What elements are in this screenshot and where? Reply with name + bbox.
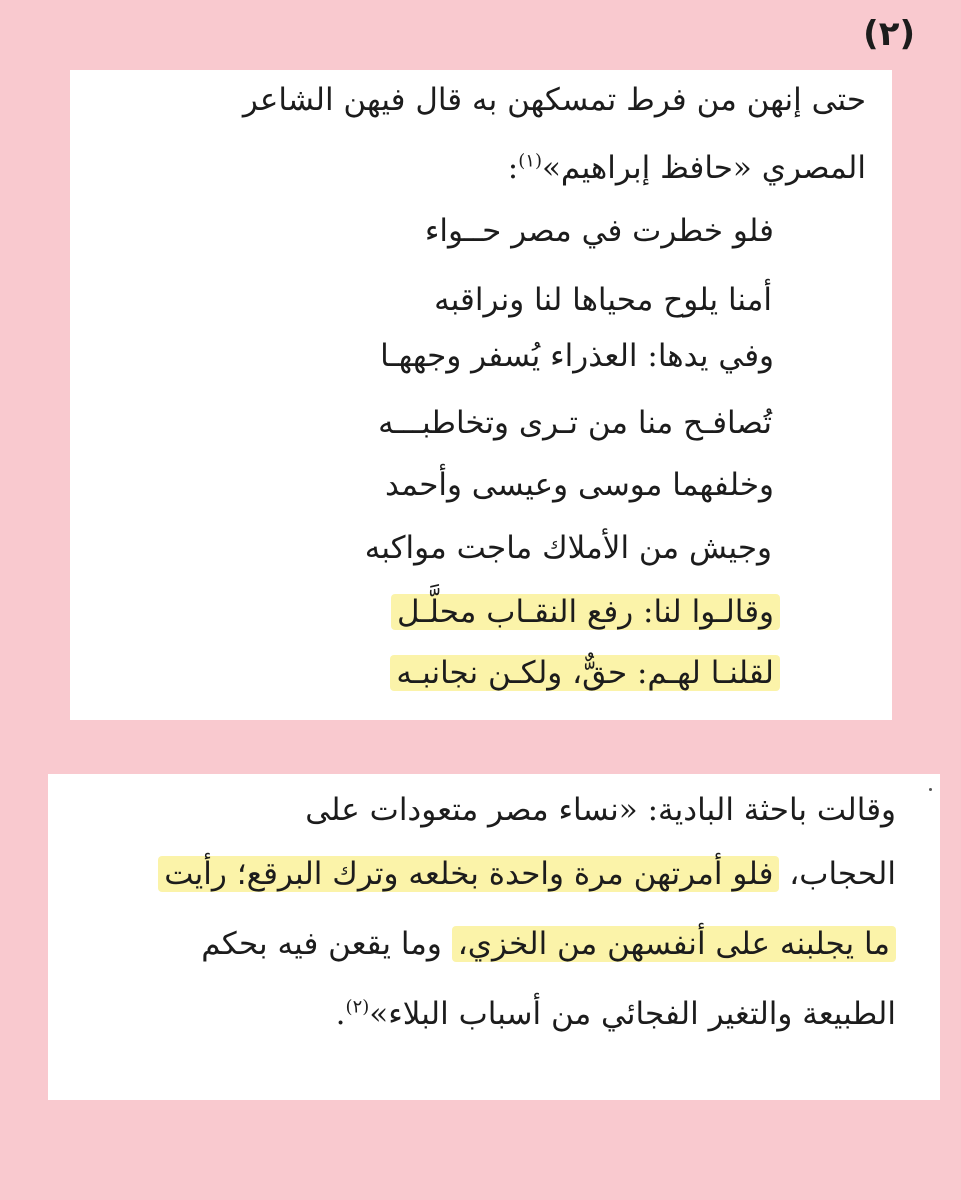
footnote-ref-1: (١) xyxy=(518,150,542,172)
highlight: وقالـوا لنا: رفع النقـاب محلَّـل xyxy=(391,594,780,630)
poet-name: المصري «حافظ إبراهيم» xyxy=(541,150,866,186)
verse-line: تُصافـح منا من تـرى وتخاطبـــه xyxy=(378,405,772,441)
prose-line-4 xyxy=(336,996,896,1033)
prose-line-2 xyxy=(158,856,896,893)
plain-text: الحجاب، xyxy=(789,856,896,892)
verse-line: أمنا يلوح محياها لنا ونراقبه xyxy=(434,282,772,318)
stray-mark xyxy=(929,788,932,791)
quote-card-poem xyxy=(70,70,892,720)
verse-line: وفي يدها: العذراء يُسفر وجههـا xyxy=(380,338,774,374)
quote-ending: الطبيعة والتغير الفجائي من أسباب البلاء» xyxy=(369,996,896,1032)
end-mark: . xyxy=(335,996,346,1032)
highlighted-verse-line xyxy=(391,594,780,631)
verse-line: وجيش من الأملاك ماجت مواكبه xyxy=(364,530,772,566)
footnote-ref-2: (٢) xyxy=(345,996,370,1018)
highlight: لقلنـا لهـم: حقٌّ، ولكـن نجانبـه xyxy=(390,655,780,691)
colon: : xyxy=(507,150,519,186)
highlighted-verse-line xyxy=(390,655,780,692)
prose-line-3 xyxy=(201,926,896,963)
quote-card-prose xyxy=(48,774,940,1100)
verse-line: وخلفهما موسى وعيسى وأحمد xyxy=(385,467,774,503)
verse-line: فلو خطرت في مصر حــواء xyxy=(424,213,774,249)
prose-line-1: وقالت باحثة البادية: «نساء مصر متعودات على xyxy=(305,792,896,828)
page-number: (٢) xyxy=(863,14,915,54)
highlight: فلو أمرتهن مرة واحدة بخلعه وترك البرقع؛ رأيت xyxy=(158,856,779,892)
prose-line-2 xyxy=(508,150,866,187)
highlight: ما يجلبنه على أنفسهن من الخزي، xyxy=(452,926,896,962)
plain-text: وما يقعن فيه بحكم xyxy=(201,926,442,962)
prose-line-1: حتى إنهن من فرط تمسكهن به قال فيهن الشاعر xyxy=(242,82,866,118)
